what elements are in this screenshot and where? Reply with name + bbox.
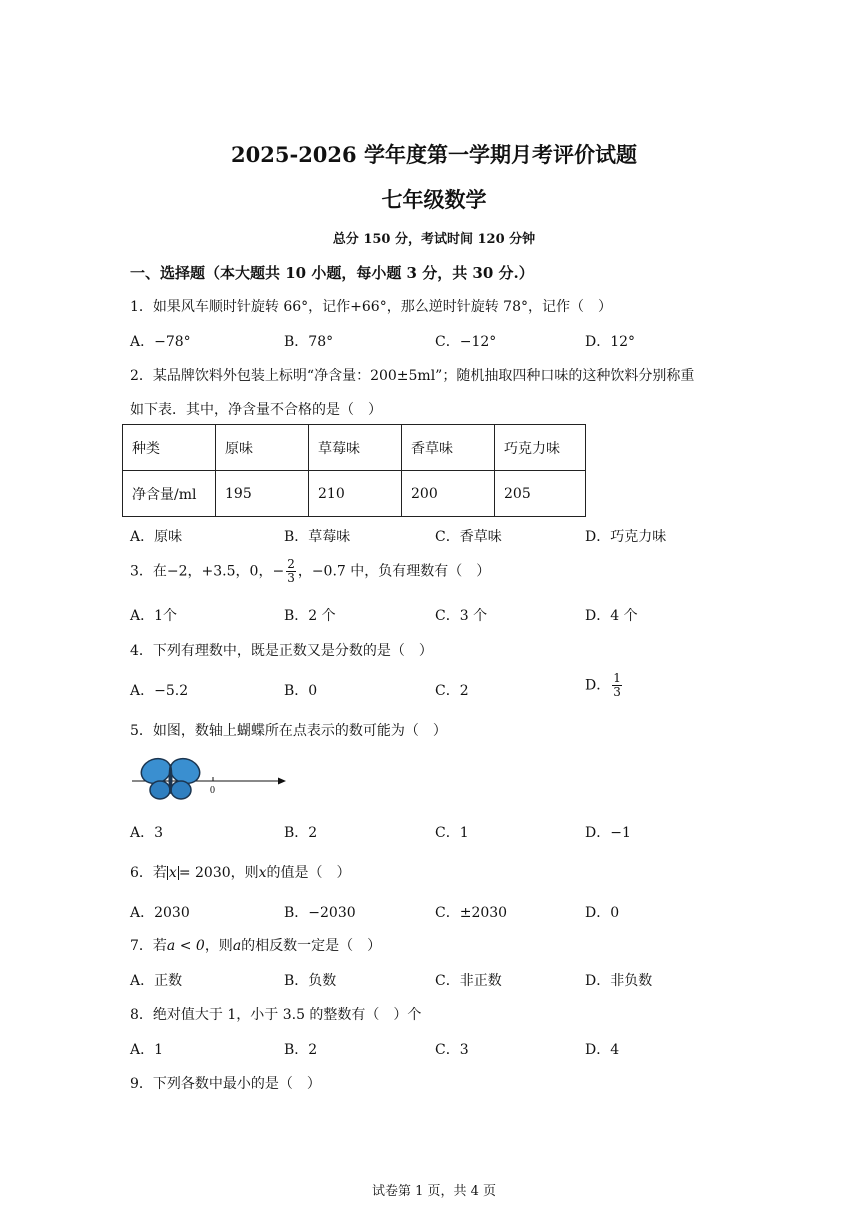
table-header-row — [123, 425, 586, 471]
q3-option-a: A．1个 — [130, 608, 178, 624]
q1-option-c: C．−12° — [435, 334, 497, 350]
question-2-stem-line2: 如下表．其中，净含量不合格的是（ ） — [130, 402, 382, 418]
question-2-stem-line1: 2．某品牌饮料外包装上标明“净含量：200±5ml”；随机抽取四种口味的这种饮料分别称重 — [130, 368, 695, 384]
q1-option-a: A．−78° — [130, 334, 191, 350]
q1-option-b: B．78° — [284, 334, 334, 350]
q6-stem-post: 的值是（ ） — [266, 865, 351, 881]
q2-option-c: C．香草味 — [435, 529, 502, 545]
fraction — [612, 672, 622, 699]
q3-stem-pre: 3．在−2，+3.5，0，− — [130, 563, 285, 580]
q7-expression: a < 0 — [166, 938, 205, 954]
variable-a: a — [232, 938, 242, 954]
axis-arrow-icon — [278, 778, 286, 785]
q3-option-b: B．2 个 — [284, 608, 336, 624]
q6-stem-mid: = 2030，则 — [178, 865, 259, 881]
q7-option-d: D．非负数 — [585, 973, 653, 989]
q4-option-d-label: D． — [585, 677, 611, 694]
q5-option-c: C．1 — [435, 825, 469, 841]
q8-option-d: D．4 — [585, 1042, 620, 1058]
q8-option-a: A．1 — [130, 1042, 164, 1058]
table-cell: 195 — [216, 471, 309, 517]
q4-option-a: A．−5.2 — [130, 683, 189, 699]
fraction-numerator: 2 — [287, 557, 295, 571]
q2-data-table — [122, 424, 586, 517]
q1-option-d: D．12° — [585, 334, 636, 350]
number-line-figure — [128, 755, 293, 805]
variable-x: x — [258, 865, 267, 881]
question-1-stem: 1．如果风车顺时针旋转 66°，记作+66°，那么逆时针旋转 78°，记作（ ） — [130, 299, 612, 315]
question-6-stem — [130, 862, 351, 882]
question-7-stem — [130, 935, 381, 955]
exam-title: 2025-2026 学年度第一学期月考评价试题 — [231, 142, 637, 167]
q3-stem-post: ，−0.7 中，负有理数有（ ） — [297, 563, 491, 580]
table-cell: 种类 — [123, 425, 216, 471]
q6-option-b: B．−2030 — [284, 905, 356, 921]
q3-option-d: D．4 个 — [585, 608, 638, 624]
axis-zero-label: 0 — [210, 785, 215, 796]
table-cell: 原味 — [216, 425, 309, 471]
page-footer: 试卷第 1 页，共 4 页 — [371, 1184, 497, 1199]
q3-option-c: C．3 个 — [435, 608, 488, 624]
q6-option-a: A．2030 — [130, 905, 190, 921]
fraction-denominator: 3 — [287, 571, 295, 585]
q2-option-a: A．原味 — [130, 529, 183, 545]
table-cell: 草莓味 — [309, 425, 402, 471]
question-3-stem — [130, 558, 490, 585]
q4-option-c: C．2 — [435, 683, 469, 699]
table-row — [123, 471, 586, 517]
q7-stem-post: 的相反数一定是（ ） — [241, 938, 382, 954]
q5-option-d: D．−1 — [585, 825, 631, 841]
table-cell: 净含量/ml — [123, 471, 216, 517]
q8-option-b: B．2 — [284, 1042, 318, 1058]
butterfly-icon — [138, 755, 203, 799]
q4-option-b: B．0 — [284, 683, 318, 699]
absolute-value-x: x — [168, 865, 177, 881]
q7-stem-pre: 7．若 — [130, 938, 167, 954]
q6-option-c: C．±2030 — [435, 905, 508, 921]
q2-option-b: B．草莓味 — [284, 529, 351, 545]
fraction-denominator: 3 — [613, 685, 621, 699]
question-5-stem: 5．如图，数轴上蝴蝶所在点表示的数可能为（ ） — [130, 723, 447, 739]
q7-option-b: B．负数 — [284, 973, 337, 989]
fraction-numerator: 1 — [613, 671, 621, 685]
q6-stem-pre: 6．若 — [130, 865, 167, 881]
question-9-stem: 9．下列各数中最小的是（ ） — [130, 1076, 321, 1092]
q7-option-a: A．正数 — [130, 973, 183, 989]
q7-stem-mid: ，则 — [204, 938, 233, 954]
fraction — [286, 558, 296, 585]
q4-option-d — [585, 672, 624, 699]
table-cell: 香草味 — [402, 425, 495, 471]
section-heading: 一、选择题（本大题共 10 小题，每小题 3 分，共 30 分.） — [130, 264, 534, 282]
exam-meta: 总分 150 分，考试时间 120 分钟 — [332, 232, 536, 247]
question-4-stem: 4．下列有理数中，既是正数又是分数的是（ ） — [130, 643, 433, 659]
question-8-stem: 8．绝对值大于 1，小于 3.5 的整数有（ ）个 — [130, 1007, 422, 1023]
table-cell: 巧克力味 — [495, 425, 586, 471]
q7-option-c: C．非正数 — [435, 973, 502, 989]
table-cell: 200 — [402, 471, 495, 517]
q5-option-a: A．3 — [130, 825, 164, 841]
q2-option-d: D．巧克力味 — [585, 529, 667, 545]
q6-option-d: D．0 — [585, 905, 620, 921]
q8-option-c: C．3 — [435, 1042, 469, 1058]
table-cell: 210 — [309, 471, 402, 517]
exam-subtitle: 七年级数学 — [381, 187, 487, 212]
table-cell: 205 — [495, 471, 586, 517]
q5-option-b: B．2 — [284, 825, 318, 841]
